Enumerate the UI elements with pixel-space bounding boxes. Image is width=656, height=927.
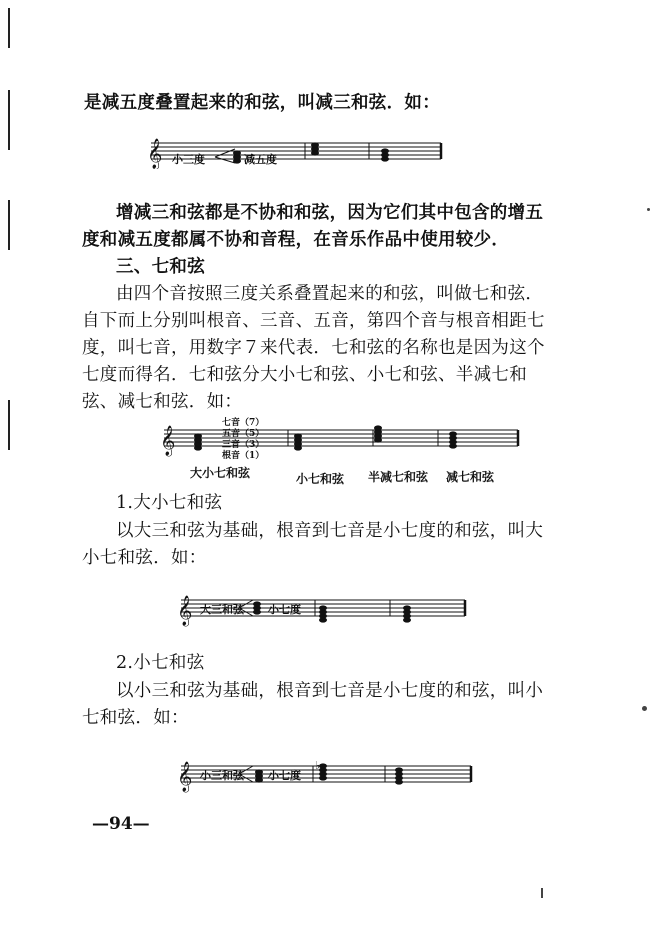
text-line: 度和减五度都属不协和音程，在音乐作品中使用较少． <box>82 230 510 250</box>
margin-mark <box>8 8 10 48</box>
svg-text:♭: ♭ <box>315 759 321 772</box>
text-line: 是减五度叠置起来的和弦，叫减三和弦．如： <box>84 93 440 113</box>
text-line: 度，叫七音，用数字７来代表．七和弦的名称也是因为这个 <box>82 338 545 358</box>
interval-label: 小七度 <box>268 603 301 616</box>
svg-text:𝄞: 𝄞 <box>147 139 163 169</box>
text-line: 七和弦．如： <box>82 708 189 728</box>
chord-caption: 小七和弦 <box>296 472 345 486</box>
scan-speck <box>642 706 647 711</box>
margin-mark <box>8 200 10 250</box>
music-example-seventh-chords <box>158 418 528 458</box>
section-heading: 三、七和弦 <box>116 257 205 277</box>
interval-label: 小三和弦 <box>200 769 244 782</box>
svg-text:𝄞: 𝄞 <box>177 596 193 626</box>
chord-caption: 大小七和弦 <box>190 466 251 480</box>
scan-speck <box>647 208 650 211</box>
interval-label: 小三度 <box>172 153 205 166</box>
subsection-heading: 2.小七和弦 <box>116 653 205 673</box>
text-line: 小七和弦．如： <box>82 548 207 568</box>
interval-label: 小七度 <box>268 769 301 782</box>
subsection-heading: 1.大小七和弦 <box>116 493 223 513</box>
text-line: 增减三和弦都是不协和和弦，因为它们其中包含的增五 <box>116 203 544 223</box>
margin-mark <box>8 90 10 150</box>
text-line: 七度而得名．七和弦分大小七和弦、小七和弦、半减七和 <box>82 365 527 385</box>
interval-label: 大三和弦 <box>200 603 244 616</box>
svg-text:𝄞: 𝄞 <box>177 762 193 792</box>
svg-text:𝄞: 𝄞 <box>160 426 176 456</box>
text-line: 以小三和弦为基础，根音到七音是小七度的和弦，叫小 <box>116 681 544 701</box>
margin-mark <box>8 400 10 450</box>
scan-speck <box>541 888 543 898</box>
text-line: 弦、减七和弦．如： <box>82 392 243 412</box>
tone-label: 根音（1） <box>222 451 265 461</box>
tone-label: 三音（3） <box>222 440 265 450</box>
chord-caption: 半减七和弦 <box>368 470 429 484</box>
text-line: 自下而上分别叫根音、三音、五音，第四个音与根音相距七 <box>82 311 545 331</box>
text-line: 以大三和弦为基础，根音到七音是小七度的和弦，叫大 <box>116 521 544 541</box>
text-line: 由四个音按照三度关系叠置起来的和弦，叫做七和弦． <box>116 284 544 304</box>
tone-label: 五音（5） <box>222 429 265 439</box>
page-number: —94— <box>92 814 150 834</box>
chord-caption: 减七和弦 <box>446 470 495 484</box>
tone-label: 七音（7） <box>222 418 265 428</box>
interval-label: 减五度 <box>244 153 277 166</box>
